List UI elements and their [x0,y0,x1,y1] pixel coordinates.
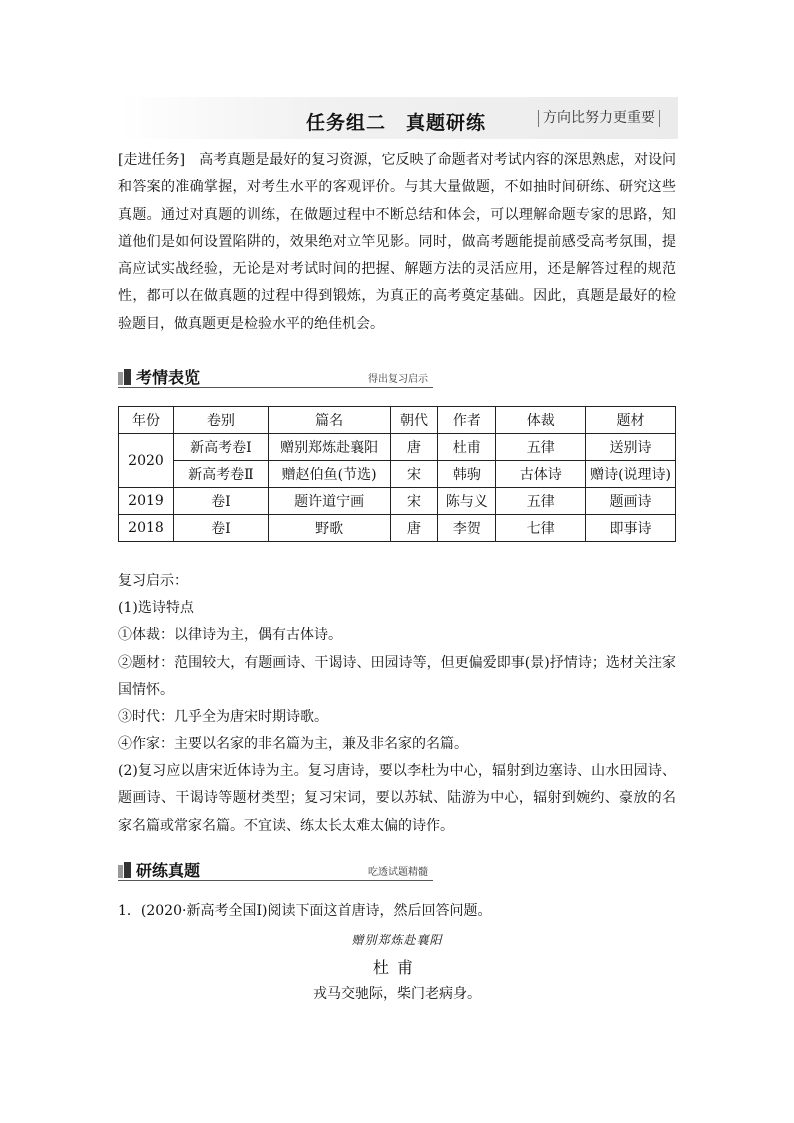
table-header: 年份 [119,407,174,434]
table-cell: 七律 [496,515,586,542]
table-cell: 赠诗(说理诗) [586,461,676,488]
table-row [119,515,676,542]
table-cell: 题画诗 [586,488,676,515]
table-cell: 古体诗 [496,461,586,488]
table-cell: 五律 [496,488,586,515]
table-cell: 2019 [119,488,174,515]
intro-paragraph: [走进任务] 高考真题是最好的复习资源，它反映了命题者对考试内容的深思熟虑，对设问和答案的准确掌握，对考生水平的客观评价。与其大量做题，不如抽时间研练、研究这些真题。通过对真题的训练，在做题过程中不断总结和体会，可以理解命题专家的思路，知道他们是如何设置陷阱的，效果绝对立竿见影。同时，做高考题能提前感受高考氛围，提高应试实战经验，无论是对考试时间的把握、解题方法的灵活应用，还是解答过程的规范性，都可以在做真题的过程中得到锻炼，为真正的高考奠定基础。因此，真题是最好的检验题目，做真题更是检验水平的绝佳机会。 [118,152,676,332]
review-heading: 复习启示： [118,573,188,589]
table-header: 卷别 [173,407,268,434]
slogan: 方向比努力更重要 [538,110,660,127]
table-cell: 唐 [390,515,438,542]
section-header-practice [118,860,433,881]
table-cell: 卷Ⅰ [173,515,268,542]
table-cell: 即事诗 [586,515,676,542]
table-cell: 题许道宁画 [268,488,390,515]
table-row [119,488,676,515]
table-cell: 赠别郑炼赴襄阳 [268,434,390,461]
table-cell: 李贺 [438,515,496,542]
table-cell: 杜甫 [438,434,496,461]
table-header: 作者 [438,407,496,434]
table-cell: 宋 [390,488,438,515]
page-title: 任务组二 真题研练 [306,112,487,134]
table-cell: 唐 [390,434,438,461]
bookmark-icon [118,369,132,385]
table-cell: 新高考卷Ⅱ [173,461,268,488]
section-title: 研练真题 [136,861,201,880]
table-cell: 2020 [119,434,174,488]
bookmark-icon [118,862,132,878]
table-header: 篇名 [268,407,390,434]
review-point: ②题材：范围较大，有题画诗、干谒诗、田园诗等，但更偏爱即事(景)抒情诗；选材关注家国情怀。 [118,655,676,699]
table-cell: 宋 [390,461,438,488]
review-point: ③时代：几乎全为唐宋时期诗歌。 [118,709,328,725]
table-header: 题材 [586,407,676,434]
table-row [119,434,676,461]
poem-title: 赠别郑炼赴襄阳 [351,933,443,947]
poem-author: 杜甫 [372,958,421,977]
table-cell: 送别诗 [586,434,676,461]
section-subtitle: 得出复习启示 [368,374,428,385]
table-cell: 卷Ⅰ [173,488,268,515]
poem-line: 戎马交驰际，柴门老病身。 [313,986,481,1002]
table-cell: 野歌 [268,515,390,542]
table-cell: 赠赵伯鱼(节选) [268,461,390,488]
exam-overview-table [118,406,676,542]
review-point: (1)选诗特点 [118,600,194,616]
table-cell: 新高考卷Ⅰ [173,434,268,461]
table-cell: 陈与义 [438,488,496,515]
review-point: (2)复习应以唐宋近体诗为主。复习唐诗，要以李杜为中心，辐射到边塞诗、山水田园诗、题画诗、干谒诗等题材类型；复习宋词，要以苏轼、陆游为中心，辐射到婉约、豪放的名家名篇或常家名篇。不宜读、练太长太难太偏的诗作。 [118,763,676,834]
section-header-exam-overview [118,367,433,388]
table-row [119,461,676,488]
table-cell: 2018 [119,515,174,542]
table-header-row [119,407,676,434]
table-cell: 韩驹 [438,461,496,488]
table-cell: 五律 [496,434,586,461]
section-title: 考情表览 [136,368,201,387]
section-subtitle: 吃透试题精髓 [368,867,428,878]
review-point: ④作家：主要以名家的非名篇为主，兼及非名家的名篇。 [118,736,468,752]
table-header: 朝代 [390,407,438,434]
review-point: ①体裁：以律诗为主，偶有古体诗。 [118,627,342,643]
question-text: 1．(2020·新高考全国Ⅰ)阅读下面这首唐诗，然后回答问题。 [118,903,492,919]
table-header: 体裁 [496,407,586,434]
